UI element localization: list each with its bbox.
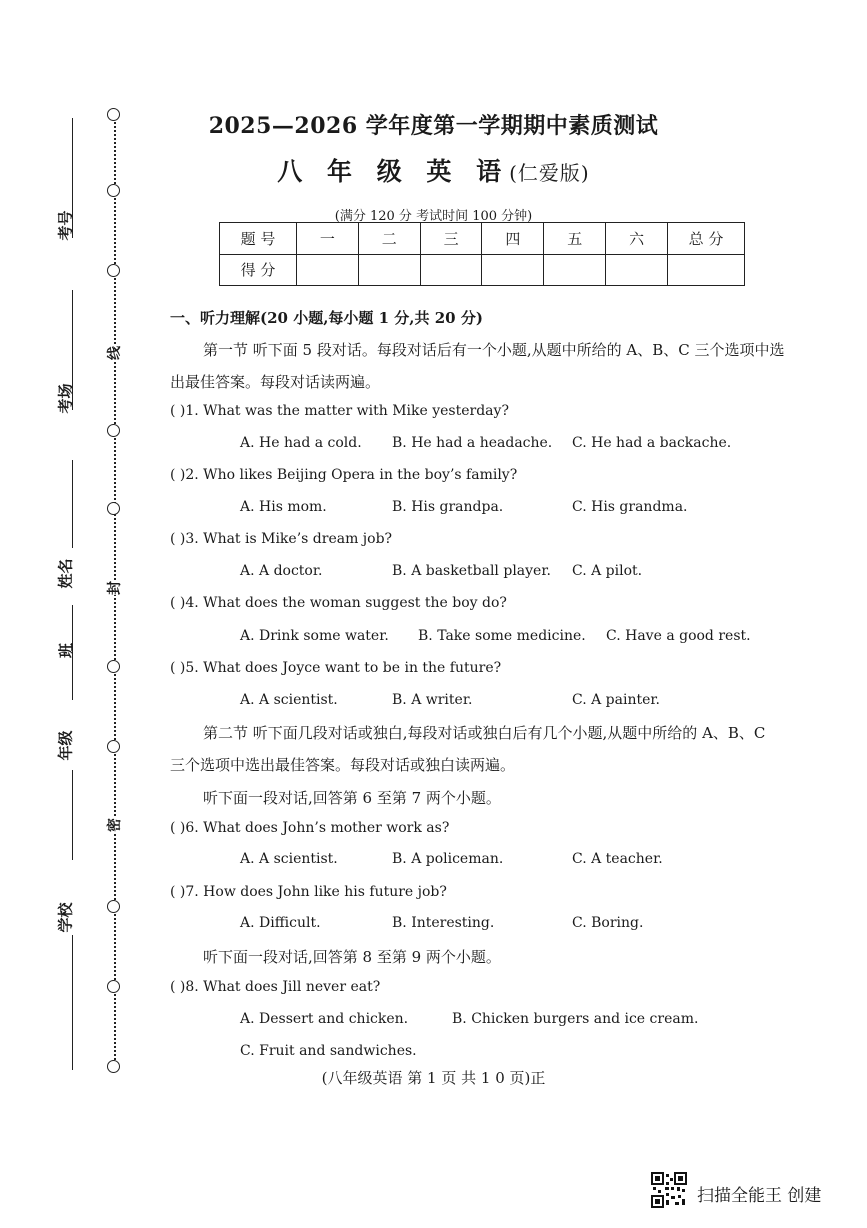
class-label: 班 <box>57 642 76 659</box>
option-c: C. His grandma. <box>572 499 688 515</box>
score-cell: 二 <box>358 223 420 255</box>
seal-hole <box>107 740 120 753</box>
seal-hole <box>107 502 120 515</box>
option-c: C. Boring. <box>572 915 644 931</box>
option-c: C. Fruit and sandwiches. <box>240 1043 417 1059</box>
seal-word-seal: 封 <box>104 581 124 595</box>
option-b: B. A basketball player. <box>392 563 551 579</box>
option-a: A. Drink some water. <box>240 628 389 644</box>
option-b: B. His grandpa. <box>392 499 504 515</box>
score-cell: 总 分 <box>668 223 745 255</box>
score-cell: 四 <box>482 223 544 255</box>
seal-hole <box>107 660 120 673</box>
score-cell: 五 <box>544 223 606 255</box>
part2-instruction: 第二节 听下面几段对话或独白,每段对话或独白后有几个小题,从题中所给的 A、B、C <box>203 724 766 742</box>
option-a: A. A scientist. <box>240 692 338 708</box>
score-input-cell[interactable] <box>420 254 482 286</box>
question-stem: ( )7. How does John like his future job? <box>170 884 447 900</box>
option-c: C. Have a good rest. <box>606 628 751 644</box>
option-b: B. Chicken burgers and ice cream. <box>452 1011 699 1027</box>
exam-number-label: 考号 <box>56 210 75 241</box>
seal-word-line: 线 <box>104 346 124 360</box>
score-cell: 六 <box>606 223 668 255</box>
question-stem: ( )8. What does Jill never eat? <box>170 979 381 995</box>
score-input-cell[interactable] <box>482 254 544 286</box>
option-a: A. He had a cold. <box>240 435 362 451</box>
school-label: 学校 <box>56 902 75 933</box>
score-cell: 三 <box>420 223 482 255</box>
score-table <box>219 222 745 286</box>
seal-word-secret: 密 <box>104 818 124 832</box>
part1-instruction-cont: 出最佳答案。每段对话读两遍。 <box>170 373 381 391</box>
exam-room-label: 考场 <box>56 383 75 414</box>
score-input-cell[interactable] <box>358 254 420 286</box>
question-stem: ( )2. Who likes Beijing Opera in the boy’s family? <box>170 467 518 483</box>
part2-instruction-cont: 三个选项中选出最佳答案。每段对话或独白读两遍。 <box>170 756 516 774</box>
question-stem: ( )5. What does Joyce want to be in the future? <box>170 660 502 676</box>
option-b: B. A writer. <box>392 692 473 708</box>
question-stem: ( )6. What does John’s mother work as? <box>170 820 450 836</box>
dialog-instruction: 听下面一段对话,回答第 6 至第 7 两个小题。 <box>203 789 501 807</box>
score-input-cell[interactable] <box>544 254 606 286</box>
option-a: A. His mom. <box>240 499 327 515</box>
seal-hole <box>107 900 120 913</box>
score-cell: 题 号 <box>220 223 297 255</box>
score-input-cell[interactable] <box>297 254 359 286</box>
option-b: B. Interesting. <box>392 915 495 931</box>
option-b: B. Take some medicine. <box>418 628 586 644</box>
score-input-cell[interactable] <box>606 254 668 286</box>
option-b: B. He had a headache. <box>392 435 553 451</box>
option-a: A. A doctor. <box>240 563 323 579</box>
option-a: A. A scientist. <box>240 851 338 867</box>
option-b: B. A policeman. <box>392 851 504 867</box>
grade-label: 年级 <box>56 730 75 761</box>
subject-title <box>0 152 867 188</box>
seal-hole <box>107 980 120 993</box>
option-c: C. A painter. <box>572 692 660 708</box>
score-table-score-row <box>220 254 745 286</box>
score-cell: 一 <box>297 223 359 255</box>
dialog-instruction: 听下面一段对话,回答第 8 至第 9 两个小题。 <box>203 948 501 966</box>
section-heading: 一、听力理解(20 小题,每小题 1 分,共 20 分) <box>170 309 483 327</box>
seal-hole <box>107 424 120 437</box>
option-c: C. A teacher. <box>572 851 663 867</box>
scanner-watermark: 扫描全能王 创建 <box>697 1186 822 1206</box>
score-table-header-row <box>220 223 745 255</box>
name-label: 姓名 <box>56 558 75 589</box>
option-c: C. A pilot. <box>572 563 643 579</box>
question-stem: ( )3. What is Mike’s dream job? <box>170 531 393 547</box>
subject-name: 八 年 级 英 语 <box>277 157 510 186</box>
edition-label: (仁爱版) <box>509 161 590 185</box>
exam-note: (满分 120 分 考试时间 100 分钟) <box>334 209 533 224</box>
seal-hole <box>107 264 120 277</box>
qr-code-icon <box>651 1172 687 1208</box>
part1-instruction: 第一节 听下面 5 段对话。每段对话后有一个小题,从题中所给的 A、B、C 三个选项中选 <box>203 341 785 359</box>
score-input-cell[interactable] <box>668 254 745 286</box>
page-footer: (八年级英语 第 1 页 共 1 0 页)正 <box>321 1069 546 1087</box>
option-a: A. Difficult. <box>240 915 321 931</box>
question-stem: ( )4. What does the woman suggest the boy do? <box>170 595 507 611</box>
score-cell: 得 分 <box>220 254 297 286</box>
exam-title: 2025—2026 学年度第一学期期中素质测试 <box>208 113 659 139</box>
option-a: A. Dessert and chicken. <box>240 1011 409 1027</box>
option-c: C. He had a backache. <box>572 435 732 451</box>
question-stem: ( )1. What was the matter with Mike yesterday? <box>170 403 509 419</box>
